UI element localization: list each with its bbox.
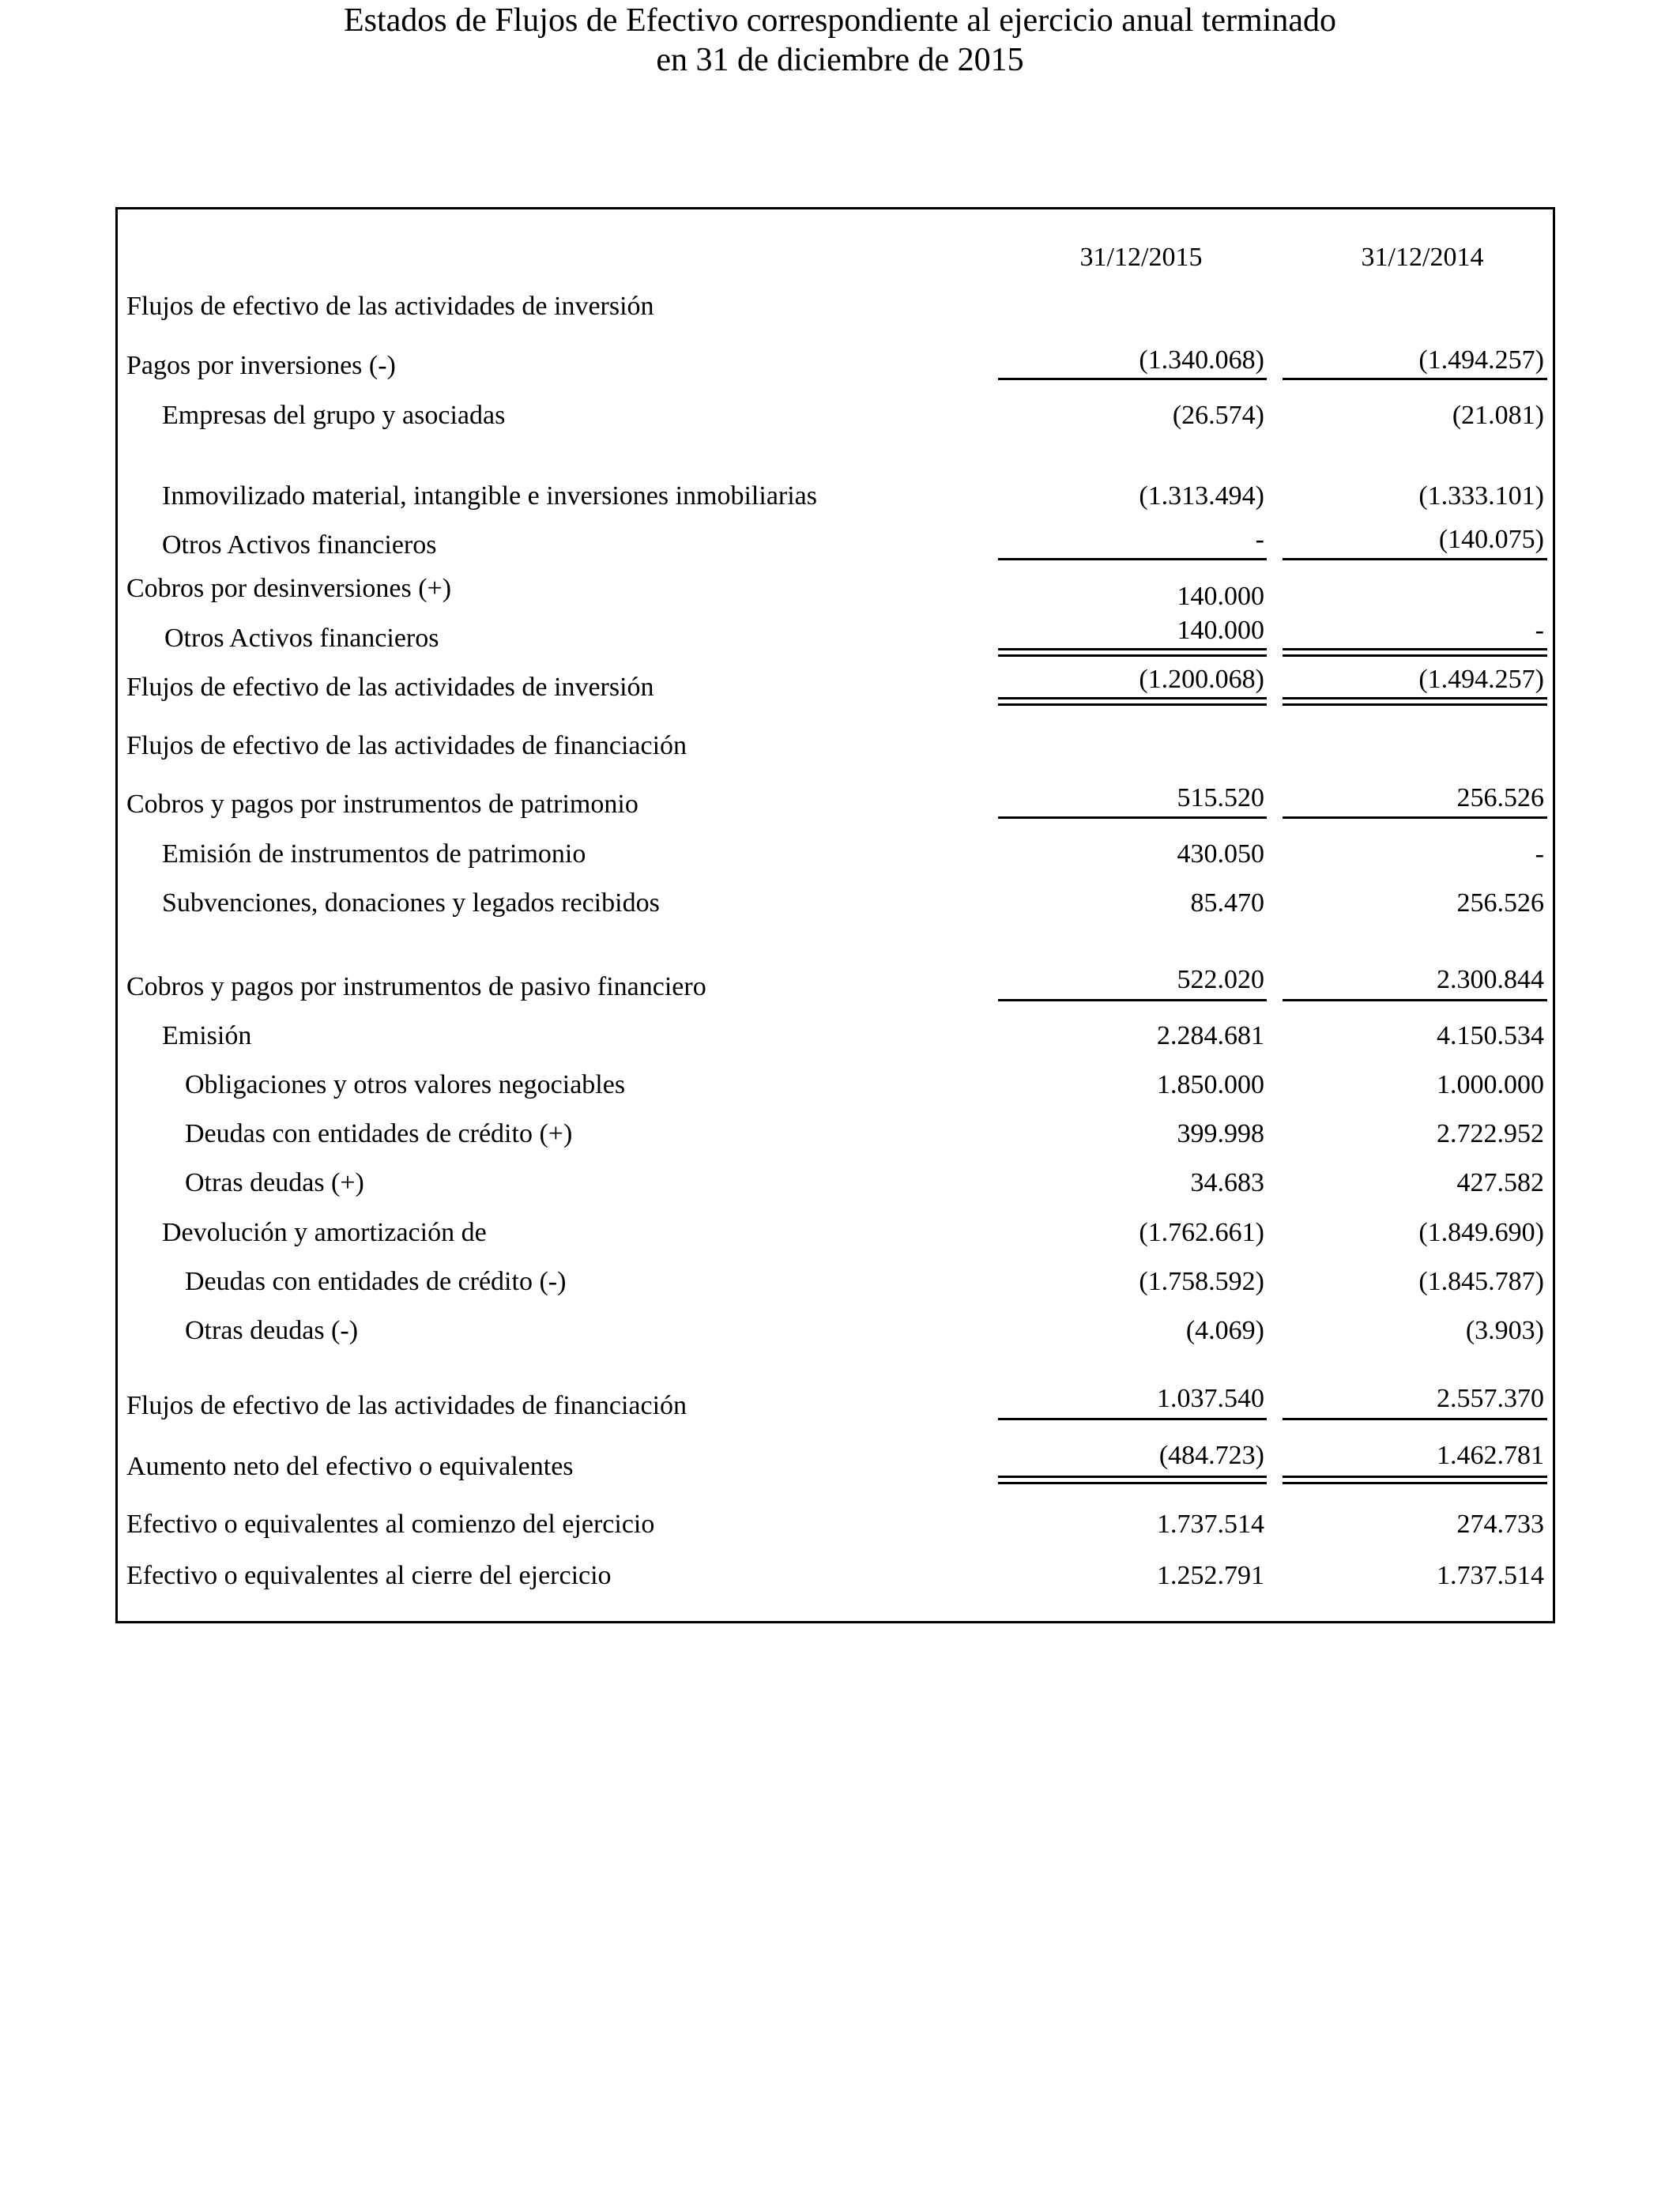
section-header-investing: Flujos de efectivo de las actividades de inversión: [126, 292, 654, 321]
row-label: Deudas con entidades de crédito (+): [185, 1119, 573, 1148]
row-value-2015: (1.762.661): [1139, 1218, 1264, 1247]
row-value-2014: (140.075): [1438, 525, 1544, 554]
row-value-2015: 430.050: [1177, 839, 1264, 869]
underline: [1283, 378, 1547, 380]
row-value-2015: (484.723): [1158, 1441, 1264, 1470]
row-value-2014: (1.845.787): [1418, 1267, 1544, 1296]
column-header-2014: 31/12/2014: [1361, 243, 1484, 272]
document-subtitle: en 31 de diciembre de 2015: [656, 42, 1024, 78]
row-value-2015: (4.069): [1185, 1316, 1264, 1345]
row-value-2014: 256.526: [1456, 783, 1544, 812]
double-underline: [998, 648, 1267, 657]
row-value-2015: 1.850.000: [1157, 1070, 1264, 1099]
row-label: Emisión de instrumentos de patrimonio: [162, 839, 586, 869]
row-value-2015: 140.000: [1177, 616, 1264, 645]
row-value-2014: (1.849.690): [1418, 1218, 1544, 1247]
underline: [998, 816, 1267, 819]
row-value-2015: 399.998: [1177, 1119, 1264, 1148]
double-underline: [1283, 1476, 1547, 1484]
row-value-2015: 1.737.514: [1157, 1510, 1264, 1539]
document-title: Estados de Flujos de Efectivo correspondiente al ejercicio anual terminado: [343, 2, 1337, 39]
row-value-2015: 140.000: [1177, 582, 1264, 611]
underline: [998, 1418, 1267, 1420]
row-value-2014: 2.300.844: [1437, 965, 1544, 994]
underline: [998, 378, 1267, 380]
row-value-2015: (1.200.068): [1139, 665, 1264, 694]
row-value-2015: 34.683: [1190, 1168, 1264, 1197]
row-value-2015: (1.313.494): [1139, 481, 1264, 511]
row-label: Obligaciones y otros valores negociables: [185, 1070, 626, 1099]
row-value-2014: 1.462.781: [1437, 1441, 1544, 1470]
column-header-2015: 31/12/2015: [1079, 243, 1203, 272]
row-value-2015: 1.037.540: [1157, 1384, 1264, 1413]
underline: [1283, 1418, 1547, 1420]
row-label: Devolución y amortización de: [162, 1218, 487, 1247]
row-value-2014: -: [1535, 616, 1544, 645]
row-label: Flujos de efectivo de las actividades de financiación: [126, 1391, 687, 1420]
section-header-financing: Flujos de efectivo de las actividades de financiación: [126, 731, 687, 760]
row-value-2014: (1.494.257): [1418, 665, 1544, 694]
row-value-2014: -: [1535, 839, 1544, 869]
row-value-2014: (3.903): [1465, 1316, 1544, 1345]
row-value-2015: 515.520: [1177, 783, 1264, 812]
row-value-2014: 2.557.370: [1437, 1384, 1544, 1413]
row-label: Efectivo o equivalentes al cierre del ejercicio: [126, 1561, 612, 1590]
underline: [1283, 816, 1547, 819]
row-value-2015: (1.758.592): [1139, 1267, 1264, 1296]
row-value-2015: (26.574): [1172, 401, 1264, 430]
row-label: Otras deudas (+): [185, 1168, 364, 1197]
underline: [1283, 558, 1547, 560]
double-underline: [1283, 697, 1547, 706]
row-value-2014: 256.526: [1456, 888, 1544, 918]
row-value-2014: 1.737.514: [1437, 1561, 1544, 1590]
row-value-2014: 427.582: [1456, 1168, 1544, 1197]
row-value-2014: (1.333.101): [1418, 481, 1544, 511]
row-value-2015: 1.252.791: [1157, 1561, 1264, 1590]
row-label: Deudas con entidades de crédito (-): [185, 1267, 567, 1296]
row-label: Cobros por desinversiones (+): [126, 574, 452, 603]
double-underline: [1283, 648, 1547, 657]
row-label: Inmovilizado material, intangible e inversiones inmobiliarias: [162, 481, 817, 511]
row-label: Efectivo o equivalentes al comienzo del ejercicio: [126, 1510, 655, 1539]
row-label: Otros Activos financieros: [162, 530, 437, 560]
row-label: Pagos por inversiones (-): [126, 351, 396, 380]
row-label: Cobros y pagos por instrumentos de patrimonio: [126, 790, 638, 819]
row-label: Emisión: [162, 1021, 252, 1050]
row-label: Otras deudas (-): [185, 1316, 359, 1345]
row-value-2014: (1.494.257): [1418, 345, 1544, 375]
row-value-2014: 274.733: [1456, 1510, 1544, 1539]
underline: [1283, 999, 1547, 1001]
row-label: Aumento neto del efectivo o equivalentes: [126, 1452, 574, 1481]
row-label: Cobros y pagos por instrumentos de pasivo financiero: [126, 972, 706, 1001]
row-value-2014: 2.722.952: [1437, 1119, 1544, 1148]
row-value-2015: -: [1255, 525, 1264, 554]
row-label: Otros Activos financieros: [164, 624, 439, 653]
row-label: Flujos de efectivo de las actividades de inversión: [126, 673, 654, 702]
row-value-2015: 522.020: [1177, 965, 1264, 994]
underline: [998, 558, 1267, 560]
row-value-2014: 1.000.000: [1437, 1070, 1544, 1099]
row-value-2015: 2.284.681: [1157, 1021, 1264, 1050]
row-value-2014: 4.150.534: [1437, 1021, 1544, 1050]
row-label: Empresas del grupo y asociadas: [162, 401, 506, 430]
double-underline: [998, 1476, 1267, 1484]
underline: [998, 999, 1267, 1001]
double-underline: [998, 697, 1267, 706]
row-value-2014: (21.081): [1452, 401, 1544, 430]
row-value-2015: 85.470: [1190, 888, 1264, 918]
row-label: Subvenciones, donaciones y legados recibidos: [162, 888, 660, 918]
row-value-2015: (1.340.068): [1139, 345, 1264, 375]
